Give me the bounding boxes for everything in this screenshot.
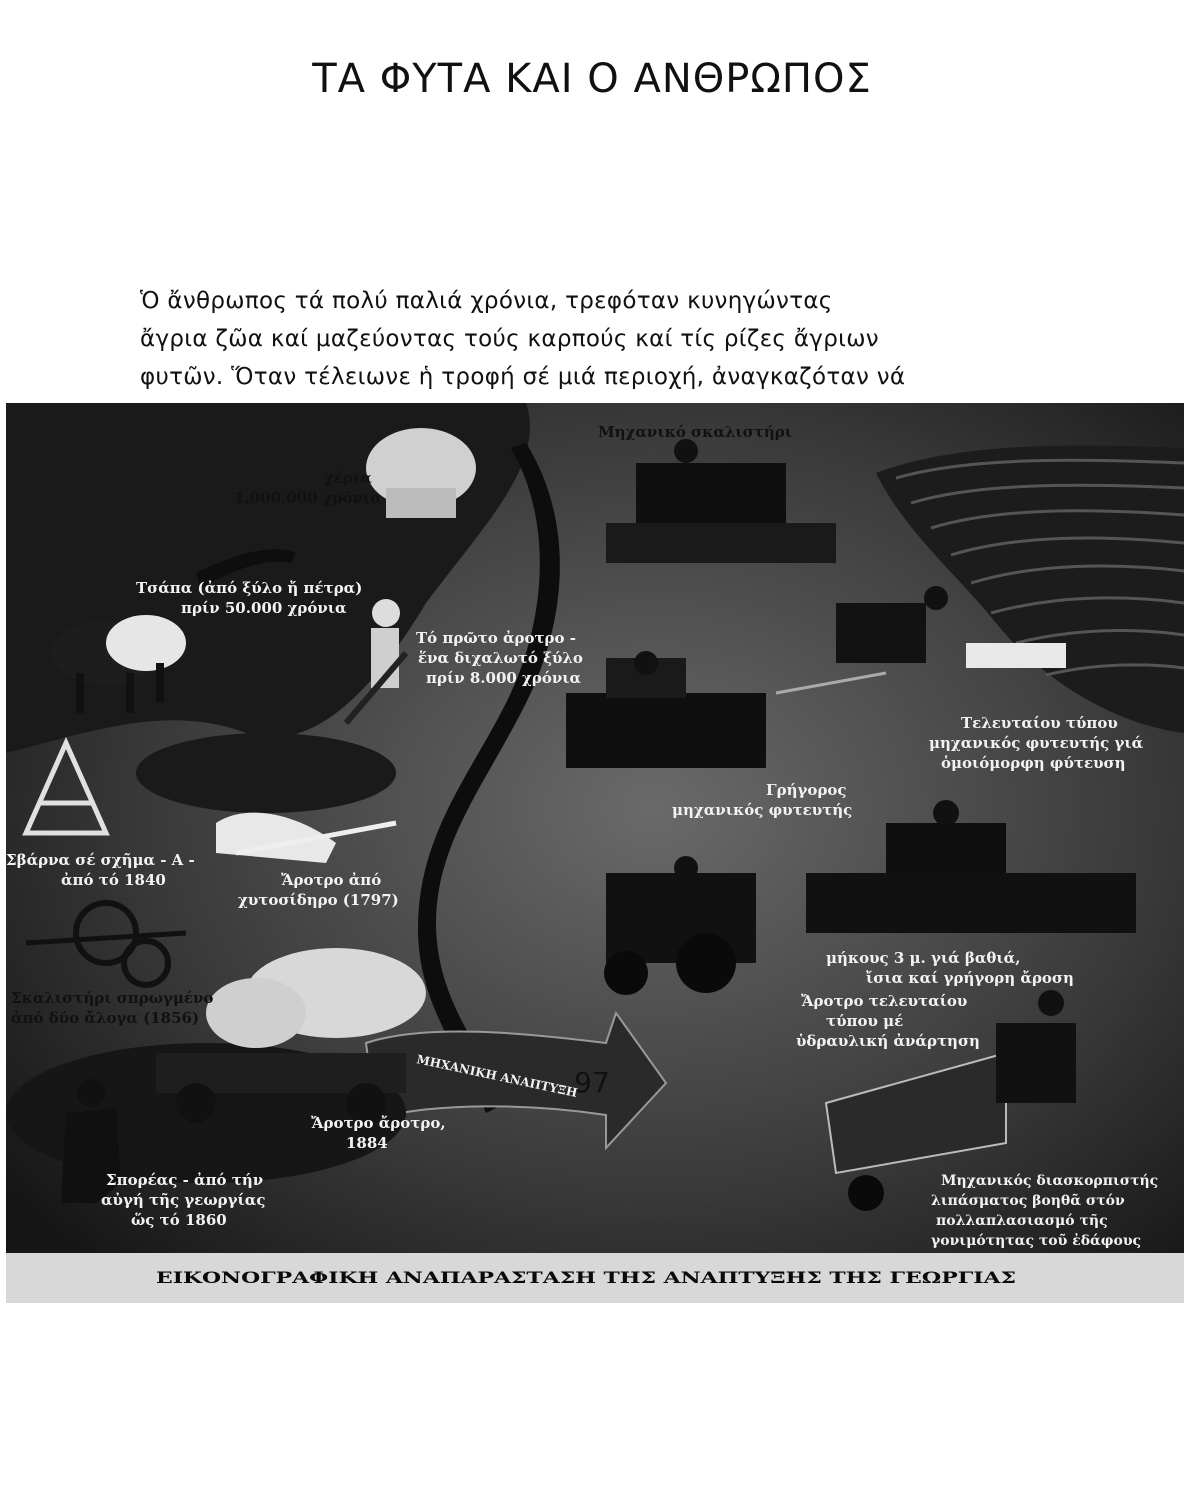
label-wide-plough: μήκους 3 μ. γιά βαθιά, [826, 949, 1021, 967]
label-iron-plough: Ἄροτρο ἀπό [281, 871, 382, 889]
label-latest-planter: ὁμοιόμορφη φύτευση [941, 754, 1126, 772]
label-hydraulic-plough: τύπου μέ [826, 1012, 904, 1030]
label-hoe: Τσάπα (ἀπό ξύλο ἤ πέτρα) [136, 579, 363, 597]
label-hydraulic-plough: Ἄροτρο τελευταίου [801, 992, 968, 1010]
label-steam-plough: Ἄροτρο ἄροτρο, [311, 1114, 446, 1132]
label-spreader: γονιμότητας τοῦ ἐδάφους [931, 1233, 1142, 1249]
label-hands: χέρια [324, 469, 372, 487]
paragraph-line: Ὁ ἄνθρωπος τά πολύ παλιά χρόνια, τρεφόταν κυνηγώντας [140, 288, 833, 314]
label-hands: 1.000.000 χρόνια [234, 489, 382, 507]
label-first-plough: πρίν 8.000 χρόνια [426, 669, 582, 687]
soil-patch [136, 733, 396, 813]
hydraulic-plough-tractor [604, 856, 756, 995]
label-first-plough: ἕνα διχαλωτό ξύλο [418, 649, 583, 667]
label-latest-planter: μηχανικός φυτευτής γιά [929, 734, 1144, 752]
intro-paragraph [140, 282, 1006, 396]
illustration-caption: ΕΙΚΟΝΟΓΡΑΦΙΚΗ ΑΝΑΠΑΡΑΣΤΑΣΗ ΤΗΣ ΑΝΑΠΤΥΞΗΣ ΤΗΣ ΓΕΩΡΓΙΑΣ [156, 1268, 1016, 1287]
label-iron-plough: χυτοσίδηρο (1797) [238, 891, 399, 909]
page-number: 97 [574, 1066, 610, 1099]
label-latest-planter: Τελευταίου τύπου [961, 714, 1118, 732]
label-harrow: ἀπό τό 1840 [61, 871, 166, 889]
label-fast-planter: μηχανικός φυτευτής [672, 801, 853, 819]
label-arrow: ΜΗΧΑΝΙΚΗ ΑΝΑΠΤΥΞΗ [415, 1052, 579, 1101]
label-spreader: Μηχανικός διασκορπιστής [941, 1173, 1159, 1189]
label-wide-plough: ἴσια καί γρήγορη ἄροση [866, 969, 1074, 987]
label-steam-plough: 1884 [346, 1134, 388, 1152]
label-harrow: Σβάρνα σέ σχῆμα - Α - [6, 851, 195, 869]
label-sower: Σπορέας - ἀπό τήν [106, 1171, 264, 1189]
label-wheel-plough: ἀπό δύο ἄλογα (1856) [11, 1009, 200, 1027]
illustration-canvas [6, 403, 1184, 1303]
label-hydraulic-plough: ὑδραυλική ἀνάρτηση [796, 1032, 980, 1050]
label-spreader: λιπάσματος βοηθᾶ στόν [931, 1193, 1125, 1209]
paragraph-line: ἄγρια ζῶα καί μαζεύοντας τούς καρπούς καί τίς ρίζες ἄγριων [140, 326, 879, 352]
label-sower: αὐγή τῆς γεωργίας [101, 1191, 266, 1209]
label-first-plough: Τό πρῶτο ἀροτρο - [416, 629, 576, 647]
label-sower: ὥς τό 1860 [131, 1211, 227, 1229]
label-fast-planter: Γρήγορος [766, 781, 847, 799]
label-mechanical-cultivator: Μηχανικό σκαλιστήρι [598, 423, 792, 441]
page-title: ΤΑ ΦΥΤΑ ΚΑΙ Ο ΑΝΘΡΩΠΟΣ [312, 56, 872, 102]
paragraph-line: φυτῶν. Ὅταν τέλειωνε ἡ τροφή σέ μιά περιοχή, ἀναγκαζόταν νά [140, 364, 906, 390]
label-hoe: πρίν 50.000 χρόνια [181, 599, 347, 617]
label-wheel-plough: Σκαλιστήρι σπρωγμένο [11, 989, 214, 1007]
label-spreader: πολλαπλασιασμό τῆς [936, 1213, 1108, 1229]
agriculture-history-illustration [6, 403, 1184, 1303]
